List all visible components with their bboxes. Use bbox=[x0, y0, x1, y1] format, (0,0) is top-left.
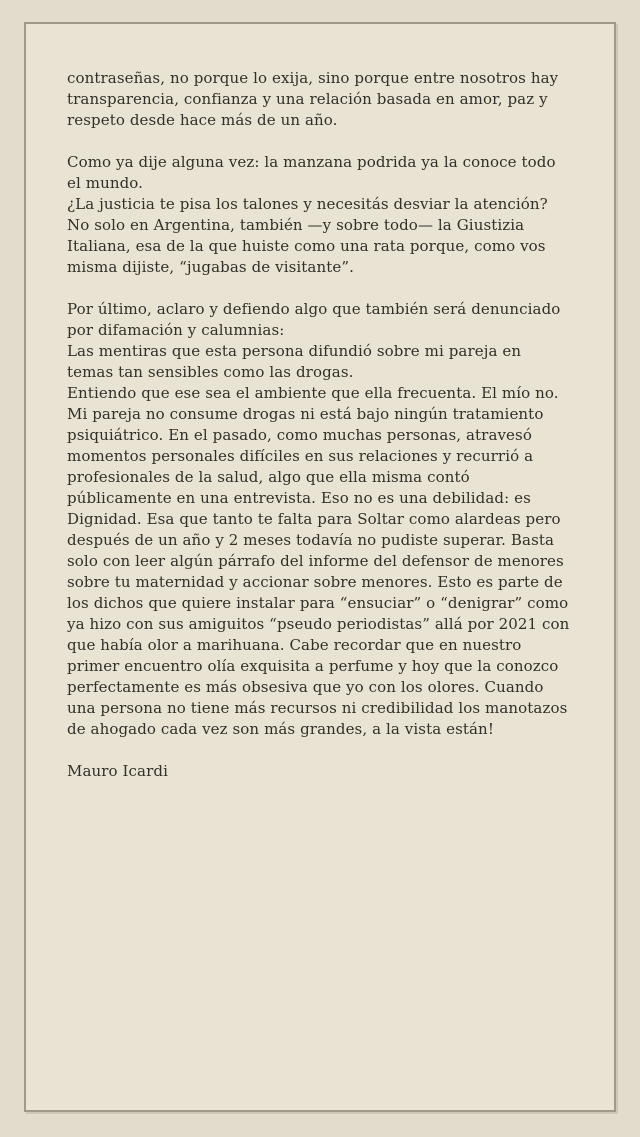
text-line: No solo en Argentina, también —y sobre todo— la Giustizia bbox=[67, 216, 525, 234]
text-line: Mauro Icardi bbox=[67, 762, 168, 780]
statement-document bbox=[26, 24, 614, 782]
text-line: solo con leer algún párrafo del informe del defensor de menores bbox=[67, 552, 564, 570]
text-line: Como ya dije alguna vez: la manzana podrida ya la conoce todo bbox=[67, 153, 556, 171]
text-line: el mundo. bbox=[67, 174, 144, 192]
text-line: públicamente en una entrevista. Eso no es una debilidad: es bbox=[67, 489, 531, 507]
text-line: los dichos que quiere instalar para “ensuciar” o “denigrar” como bbox=[67, 594, 569, 612]
text-line: contraseñas, no porque lo exija, sino porque entre nosotros hay bbox=[67, 69, 559, 87]
text-line: misma dijiste, “jugabas de visitante”. bbox=[67, 258, 354, 276]
text-line: transparencia, confianza y una relación basada en amor, paz y bbox=[67, 90, 548, 108]
text-line: respeto desde hace más de un año. bbox=[67, 111, 338, 129]
signature bbox=[67, 761, 586, 782]
text-line: psiquiátrico. En el pasado, como muchas personas, atravesó bbox=[67, 426, 532, 444]
text-line: de ahogado cada vez son más grandes, a la vista están! bbox=[67, 720, 494, 738]
text-line: ¿La justicia te pisa los talones y necesitás desviar la atención? bbox=[67, 195, 548, 213]
text-line: que había olor a marihuana. Cabe recordar que en nuestro bbox=[67, 636, 522, 654]
paragraph-2 bbox=[67, 152, 586, 278]
paragraph-1 bbox=[67, 68, 586, 131]
text-line: Por último, aclaro y defiendo algo que también será denunciado bbox=[67, 300, 561, 318]
text-line: profesionales de la salud, algo que ella misma contó bbox=[67, 468, 470, 486]
text-line: Mi pareja no consume drogas ni está bajo ningún tratamiento bbox=[67, 405, 544, 423]
text-line: Dignidad. Esa que tanto te falta para Soltar como alardeas pero bbox=[67, 510, 561, 528]
text-line: perfectamente es más obsesiva que yo con los olores. Cuando bbox=[67, 678, 544, 696]
text-line: Italiana, esa de la que huiste como una rata porque, como vos bbox=[67, 237, 546, 255]
text-line: ya hizo con sus amiguitos “pseudo periodistas” allá por 2021 con bbox=[67, 615, 570, 633]
paragraph-3 bbox=[67, 299, 586, 740]
text-line: sobre tu maternidad y accionar sobre menores. Esto es parte de bbox=[67, 573, 563, 591]
text-line: Entiendo que ese sea el ambiente que ella frecuenta. El mío no. bbox=[67, 384, 559, 402]
letter-frame bbox=[24, 22, 616, 1112]
text-line: primer encuentro olía exquisita a perfume y hoy que la conozco bbox=[67, 657, 559, 675]
text-line: temas tan sensibles como las drogas. bbox=[67, 363, 354, 381]
text-line: Las mentiras que esta persona difundió sobre mi pareja en bbox=[67, 342, 522, 360]
text-line: momentos personales difíciles en sus relaciones y recurrió a bbox=[67, 447, 534, 465]
text-line: por difamación y calumnias: bbox=[67, 321, 285, 339]
text-line: después de un año y 2 meses todavía no pudiste superar. Basta bbox=[67, 531, 555, 549]
text-line: una persona no tiene más recursos ni credibilidad los manotazos bbox=[67, 699, 568, 717]
